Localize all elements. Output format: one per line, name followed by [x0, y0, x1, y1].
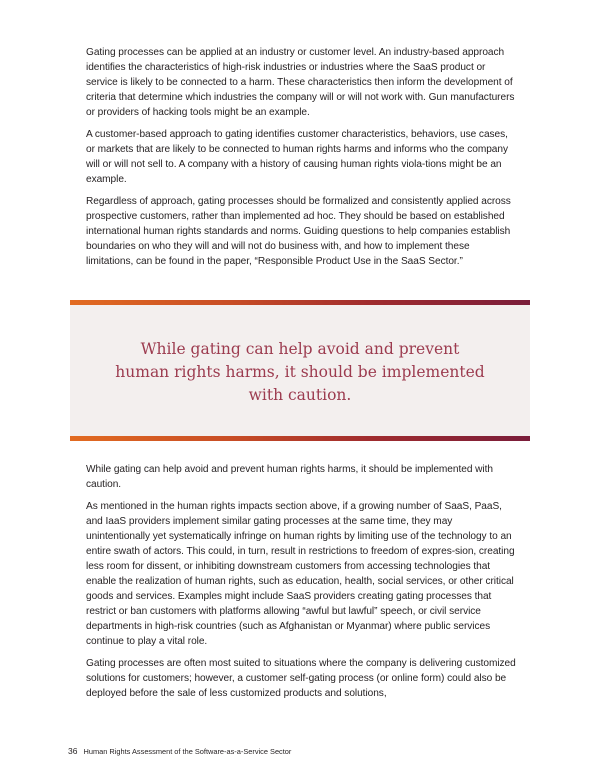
pull-quote-callout [70, 300, 530, 441]
bottom-text-column [86, 462, 518, 708]
pull-quote-text [110, 338, 490, 407]
pull-quote-line-2: human rights harms, it should be implemented [115, 363, 485, 381]
page-footer [68, 746, 291, 756]
callout-top-bar [70, 300, 530, 305]
footer-title: Human Rights Assessment of the Software-as-a-Service Sector [83, 747, 292, 756]
paragraph-customized-solutions: Gating processes are often most suited to situations where the company is delivering customized solutions for customers; however, a customer self-gating process (or online form) could also be deployed before the sale of less customized products and solutions, [86, 658, 516, 699]
paragraph-impacts: As mentioned in the human rights impacts section above, if a growing number of SaaS, PaaS, and IaaS providers implement similar gating processes at the same time, they may unintentionally yet systematically infringe on human rights by limiting use of the technology to an entire swath of actors. This could, in turn, result in restrictions to freedom of expres-sion, creating less room for dissent, or inhibiting downstream customers from accessing technologies that enable the realization of human rights, such as education, health, social services, or other critical goods and services. Examples might include SaaS providers creating gating processes that restrict or ban customers with platforms allowing “awful but lawful” speech, or civil service departments in high-risk countries (such as Afghanistan or Myanmar) where public services continue to play a vital role. [86, 501, 515, 647]
top-text-column [86, 45, 518, 276]
paragraph-industry-gating: Gating processes can be applied at an industry or customer level. An industry-based approach identifies the characteristics of high-risk industries or industries where the SaaS product or service is likely to be connected to a harm. These characteristics then inform the development of criteria that determine which industries the company will or will not work with. Gun manufacturers or providers of hacking tools might be an example. [86, 47, 515, 118]
pull-quote-line-3: with caution. [248, 386, 352, 404]
page-number: 36 [68, 746, 78, 756]
pull-quote-line-1: While gating can help avoid and prevent [140, 340, 460, 358]
paragraph-regardless-approach: Regardless of approach, gating processes should be formalized and consistently applied across prospective customers, rather than implemented ad hoc. They should be based on established international human rights standards and norms. Guiding questions to help companies establish boundaries on who they will and will not do business with, and how to implement these limitations, can be found in the paper, “Responsible Product Use in the SaaS Sector.” [86, 196, 511, 267]
paragraph-customer-gating: A customer-based approach to gating identifies customer characteristics, behaviors, use cases, or markets that are likely to be connected to human rights harms and informs who the company will or will not sell to. A company with a history of causing human rights viola-tions might be an example. [86, 129, 508, 185]
paragraph-caution: While gating can help avoid and prevent human rights harms, it should be implemented with caution. [86, 464, 493, 490]
callout-bottom-bar [70, 436, 530, 441]
